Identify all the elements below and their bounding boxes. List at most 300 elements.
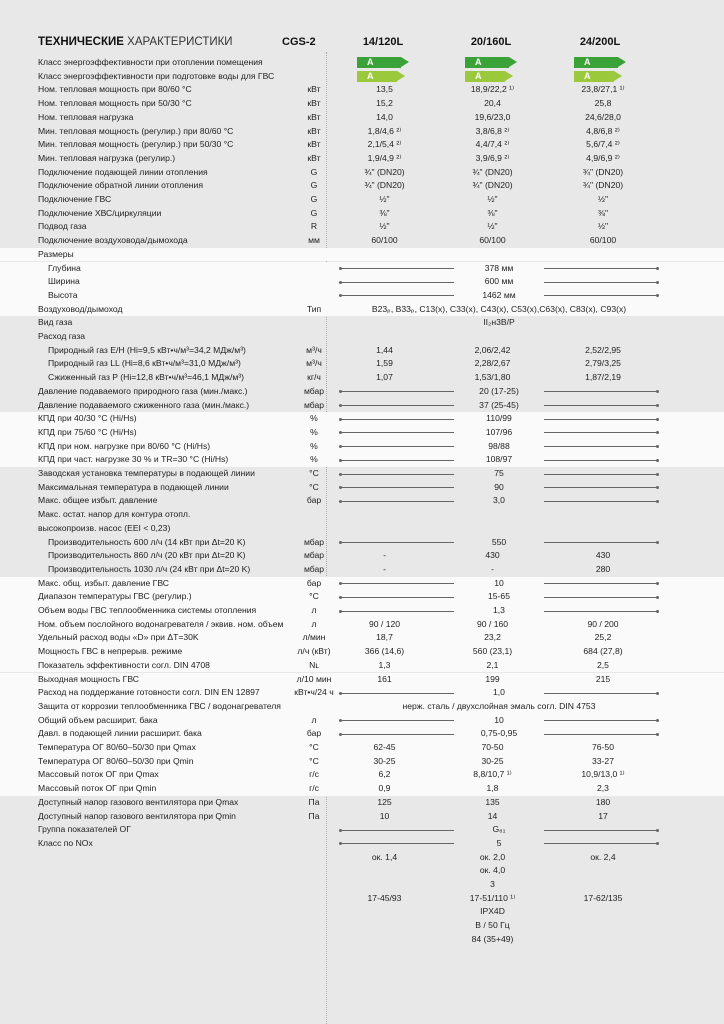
- span-value: 15-65: [488, 591, 510, 602]
- table-row: [0, 864, 724, 878]
- energy-arrow-icon: [509, 57, 517, 67]
- value-cell-3: 4,9/6,9 ²⁾: [586, 152, 620, 163]
- span-value: 3,0: [493, 495, 505, 506]
- value-cell-3: 24,6/28,0: [585, 111, 621, 122]
- row-unit: %: [310, 426, 318, 437]
- row-label: Класс энергоэффективности при подготовке воды для ГВС: [38, 70, 275, 81]
- row-unit: л: [311, 714, 317, 725]
- energy-class-badge: [574, 57, 626, 68]
- spanning-value: [340, 837, 658, 851]
- row-unit: Тип: [306, 303, 322, 314]
- row-unit: Па: [308, 796, 320, 807]
- spanning-value: [340, 275, 658, 289]
- row-label: Заводская установка температуры в подающей линии: [38, 468, 255, 478]
- value-cell-1: 10: [379, 810, 390, 821]
- row-label: Подключение подающей линии отопления: [38, 166, 208, 177]
- value-cell-3: 1,87/2,19: [585, 372, 621, 383]
- row-unit: %: [310, 440, 318, 451]
- row-label: Природный газ E/H (Hi=9,5 кВт•ч/м³=34,2 МДж/м³): [48, 344, 246, 355]
- spanning-value: [340, 453, 658, 467]
- row-label: Массовый поток ОГ при Qmax: [38, 769, 159, 780]
- value-cell-3: 180: [595, 796, 611, 807]
- value-cell-3: 2,5: [597, 659, 609, 670]
- spanning-value: [340, 262, 658, 276]
- table-row: [0, 83, 724, 97]
- value-cell-1: ½": [379, 194, 390, 204]
- row-unit: бар: [306, 728, 322, 739]
- value-cell-1: 161: [377, 673, 392, 684]
- spanning-text: II₂ʜ3B/P: [483, 317, 515, 328]
- row-label: Выходная мощность ГВС: [38, 673, 139, 684]
- row-unit: мбар: [303, 536, 325, 547]
- table-row: [0, 796, 724, 810]
- row-label: Общий объем расширит. бака: [38, 714, 158, 725]
- spec-table: [0, 52, 724, 1024]
- spanning-value: [340, 686, 658, 700]
- row-unit: G: [310, 180, 318, 191]
- table-row: [0, 645, 724, 659]
- value-cell-2: 90 / 160: [476, 618, 509, 629]
- row-unit: г/с: [309, 783, 319, 794]
- table-row: [0, 618, 724, 632]
- value-cell-1: 1,07: [376, 372, 393, 383]
- value-cell-2: 30-25: [481, 755, 504, 766]
- value-cell-2: 84 (35+49): [471, 933, 514, 944]
- energy-class-label: A: [574, 71, 614, 82]
- table-row: [0, 467, 724, 481]
- row-label: КПД при 75/60 °C (Hi/Hs): [38, 426, 137, 437]
- row-label: Макс. общ. избыт. давление ГВС: [38, 577, 169, 588]
- value-cell-3: 90 / 200: [587, 618, 619, 629]
- value-cell-1: ½": [379, 221, 390, 232]
- row-label: Диапазон температуры ГВС (регулир.): [38, 591, 192, 602]
- value-cell-2: -: [491, 563, 494, 574]
- value-cell-3: ½": [597, 221, 609, 232]
- value-cell-3: 2,3: [597, 783, 609, 794]
- table-row: [0, 289, 724, 303]
- span-value: 600 мм: [484, 276, 514, 287]
- row-label: Давление подаваемого природного газа (мин./макс.): [38, 385, 248, 396]
- table-row: [0, 399, 724, 413]
- model-name: CGS-2: [282, 36, 316, 48]
- row-label: КПД при ном. нагрузке при 80/60 °C (Hi/Hs): [38, 440, 211, 451]
- span-value: 1,0: [493, 687, 505, 698]
- table-row: [0, 262, 724, 276]
- span-value: 10: [494, 577, 504, 588]
- table-row: [0, 220, 724, 234]
- table-row: [0, 522, 724, 536]
- span-value: 10: [494, 714, 504, 725]
- value-cell-3: 25,8: [594, 98, 612, 109]
- row-label: Расход на поддержание готовности согл. DIN EN 12897: [38, 687, 260, 698]
- row-unit: кг/ч: [307, 372, 321, 383]
- row-unit: G: [310, 207, 318, 218]
- table-row: [0, 412, 724, 426]
- table-row: [0, 481, 724, 495]
- row-unit: кВт: [307, 98, 321, 109]
- row-label: Подключение воздуховода/дымохода: [38, 235, 188, 246]
- row-label: Подключение ХВС/циркуляции: [38, 207, 162, 218]
- value-cell-3: 2,79/3,25: [585, 358, 621, 369]
- table-row: [0, 577, 724, 591]
- energy-class-label: A: [574, 57, 618, 68]
- value-cell-1: -: [383, 563, 386, 574]
- spanning-value: [340, 823, 658, 837]
- table-row: [0, 248, 724, 262]
- row-label: Подключение обратной линии отопления: [38, 180, 204, 191]
- row-label: Производительность 1030 л/ч (24 кВт при Δt=20 K): [48, 563, 251, 574]
- value-cell-3: 684 (27,8): [583, 646, 623, 657]
- row-label: Подвод газа: [38, 221, 87, 232]
- table-row: [0, 330, 724, 344]
- row-label: Ном. тепловая нагрузка: [38, 111, 134, 122]
- span-value: 110/99: [486, 413, 512, 424]
- table-row: [0, 371, 724, 385]
- row-unit: мбар: [303, 550, 325, 561]
- table-row: [0, 686, 724, 700]
- value-cell-1: 17-45/93: [367, 892, 402, 903]
- row-label: Давление подаваемого сжиженного газа (мин./макс.): [38, 399, 250, 410]
- spanning-value: [340, 536, 658, 550]
- energy-class-label: A: [465, 57, 509, 68]
- table-row: [0, 344, 724, 358]
- row-label: Размеры: [38, 248, 74, 259]
- value-cell-1: 90 / 120: [368, 618, 401, 629]
- row-label: Защита от коррозии теплообменника ГВС / водонагревателя: [38, 700, 281, 711]
- value-cell-2: 2,1: [486, 659, 499, 670]
- row-unit: Nʟ: [309, 659, 319, 670]
- energy-class-badge: [574, 71, 626, 82]
- value-cell-2: ок. 2,0: [479, 851, 506, 862]
- row-label: Высота: [48, 289, 78, 300]
- row-unit: °C: [309, 591, 319, 602]
- value-cell-2: 2,28/2,67: [474, 358, 511, 369]
- value-cell-2: 17-51/110 ¹⁾: [469, 892, 516, 903]
- value-cell-1: 18,7: [376, 632, 393, 643]
- spanning-value: [340, 494, 658, 508]
- row-label: Массовый поток ОГ при Qmin: [38, 783, 157, 794]
- table-row: [0, 768, 724, 782]
- table-row: [0, 70, 724, 84]
- row-label: Класс энергоэффективности при отоплении помещения: [38, 57, 263, 67]
- row-label: Давл. в подающей линии расширит. бака: [38, 728, 202, 739]
- table-row: [0, 590, 724, 604]
- table-row: [0, 494, 724, 508]
- spanning-value: [340, 289, 658, 303]
- spanning-value: [340, 440, 658, 454]
- value-cell-3: 2,52/2,95: [585, 344, 621, 355]
- span-value: 5: [496, 837, 502, 848]
- spanning-value: [340, 412, 658, 426]
- table-row: [0, 426, 724, 440]
- value-cell-2: ⅜": [487, 207, 498, 218]
- value-cell-1: 62-45: [373, 742, 396, 752]
- value-cell-3: ¾" (DN20): [582, 180, 624, 191]
- row-label: Ширина: [48, 276, 80, 287]
- row-label: Воздуховод/дымоход: [38, 303, 123, 314]
- table-row: [0, 275, 724, 289]
- table-row: [0, 919, 724, 933]
- row-unit: Па: [308, 810, 320, 821]
- row-unit: м³/ч: [306, 344, 322, 355]
- table-row: [0, 125, 724, 139]
- value-cell-2: 60/100: [479, 235, 506, 246]
- spanning-text: B23ₚ, B33ₚ, C13(x), C33(x), C43(x), C53(x),C63(x), C83(x), C93(x): [371, 303, 627, 314]
- span-value: 107/96: [485, 426, 513, 437]
- table-row: [0, 700, 724, 714]
- span-value: 378 мм: [484, 262, 514, 273]
- value-cell-2: 20,4: [484, 98, 501, 109]
- energy-class-label: A: [357, 71, 397, 82]
- table-row: [0, 933, 724, 947]
- row-label: Производительность 600 л/ч (14 кВт при Δt=20 K): [48, 536, 246, 547]
- table-row: [0, 631, 724, 645]
- value-cell-2: 560 (23,1): [472, 646, 513, 657]
- table-row: [0, 878, 724, 892]
- table-row: [0, 166, 724, 180]
- value-cell-1: 366 (14,6): [364, 646, 405, 657]
- value-cell-2: 2,06/2,42: [474, 344, 511, 355]
- value-cell-3: ок. 2,4: [590, 851, 616, 862]
- table-row: [0, 892, 724, 906]
- table-row: [0, 549, 724, 563]
- column-header-3: 24/200L: [579, 36, 621, 48]
- value-cell-1: 1,8/4,6 ²⁾: [367, 125, 402, 136]
- table-row: [0, 97, 724, 111]
- spanning-value: [340, 714, 658, 728]
- value-cell-3: 76-50: [592, 742, 614, 752]
- table-row: [0, 837, 724, 851]
- row-unit: кВт: [307, 84, 321, 95]
- table-row: [0, 604, 724, 618]
- row-unit: кВт•ч/24 ч: [294, 687, 334, 698]
- row-label: Мин. тепловая мощность (регулир.) при 80/60 °C: [38, 125, 234, 136]
- row-label: высокопроизв. насос (EEI < 0,23): [38, 522, 171, 533]
- value-cell-3: 280: [595, 563, 611, 574]
- row-unit: кВт: [307, 152, 321, 163]
- row-label: Показатель эффективности согл. DIN 4708: [38, 659, 210, 670]
- value-cell-2: ½": [487, 194, 498, 204]
- row-label: Расход газа: [38, 331, 86, 341]
- row-unit: %: [310, 454, 318, 465]
- energy-arrow-icon: [614, 71, 622, 81]
- row-label: Доступный напор газового вентилятора при Qmax: [38, 796, 239, 807]
- row-unit: °C: [309, 742, 319, 752]
- row-label: Объем воды ГВС теплообменника системы отопления: [38, 605, 257, 615]
- energy-class-badge: [357, 71, 409, 82]
- row-label: Производительность 860 л/ч (20 кВт при Δt=20 K): [48, 550, 246, 561]
- table-header: [0, 32, 724, 52]
- value-cell-2: 19,6/23,0: [474, 111, 511, 122]
- value-cell-1: 15,2: [376, 98, 393, 109]
- table-row: [0, 56, 724, 70]
- column-header-2: 20/160L: [470, 36, 512, 48]
- table-row: [0, 810, 724, 824]
- span-value: G₆₁: [492, 824, 506, 835]
- table-row: [0, 905, 724, 919]
- value-cell-1: 14,0: [376, 111, 393, 122]
- value-cell-1: 125: [377, 796, 392, 807]
- row-label: КПД при 40/30 °C (Hi/Hs): [38, 413, 137, 424]
- value-cell-3: 25,2: [594, 632, 612, 643]
- value-cell-1: 0,9: [378, 783, 391, 794]
- table-row: [0, 111, 724, 125]
- table-row: [0, 385, 724, 399]
- value-cell-2: 1,53/1,80: [474, 372, 511, 383]
- row-unit: л: [311, 605, 317, 615]
- value-cell-3: ¾" (DN20): [582, 166, 624, 177]
- table-row: [0, 563, 724, 577]
- value-cell-2: 8,8/10,7 ¹⁾: [473, 769, 512, 780]
- value-cell-1: 1,9/4,9 ²⁾: [367, 152, 402, 163]
- table-row: [0, 179, 724, 193]
- row-label: Макс. остат. напор для контура отопл.: [38, 509, 191, 520]
- table-row: [0, 440, 724, 454]
- value-cell-2: 3,8/6,8 ²⁾: [475, 125, 510, 136]
- row-label: Ном. тепловая мощность при 50/30 °C: [38, 98, 192, 109]
- value-cell-1: -: [383, 550, 386, 561]
- value-cell-2: В / 50 Гц: [475, 920, 510, 931]
- value-cell-3: ⅜": [597, 207, 609, 218]
- table-row: [0, 357, 724, 371]
- energy-arrow-icon: [401, 57, 409, 67]
- value-cell-3: 215: [595, 673, 611, 684]
- table-row: [0, 303, 724, 317]
- row-unit: м³/ч: [306, 358, 322, 369]
- value-cell-1: 6,2: [378, 769, 391, 780]
- row-label: Подключение ГВС: [38, 194, 112, 204]
- energy-arrow-icon: [618, 57, 626, 67]
- span-value: 1462 мм: [482, 289, 516, 300]
- row-label: КПД при част. нагрузке 30 % и TR=30 °C (Hi/Hs): [38, 454, 229, 465]
- value-cell-2: 430: [485, 550, 500, 561]
- value-cell-3: 4,8/6,8 ²⁾: [586, 125, 620, 136]
- row-unit: л/10 мин: [296, 673, 332, 684]
- table-row: [0, 207, 724, 221]
- row-label: Природный газ LL (Hi=8,6 кВт•ч/м³=31,0 МДж/м³): [48, 358, 241, 369]
- value-cell-2: ½": [487, 221, 498, 232]
- row-unit: кВт: [307, 111, 321, 122]
- span-value: 108/97: [485, 454, 513, 465]
- table-row: [0, 316, 724, 330]
- spanning-value: [340, 467, 658, 481]
- spanning-text: нерж. сталь / двухслойная эмаль согл. DIN 4753: [402, 700, 596, 711]
- spanning-value: [340, 727, 658, 741]
- value-cell-1: ¾" (DN20): [364, 180, 405, 191]
- table-row: [0, 453, 724, 467]
- span-value: 20 (17-25): [479, 385, 519, 396]
- row-label: Температура ОГ 80/60–50/30 при Qmin: [38, 755, 194, 766]
- value-cell-2: 199: [485, 673, 500, 684]
- row-unit: кВт: [307, 125, 321, 136]
- row-unit: л/ч (кВт): [297, 646, 331, 657]
- row-label: Ном. объем послойного водонагревателя / эквив. ном. объем: [38, 618, 284, 629]
- row-unit: г/с: [309, 769, 319, 780]
- row-label: Макс. общее избыт. давление: [38, 495, 158, 506]
- spanning-value: [340, 481, 658, 495]
- row-label: Класс по NOx: [38, 837, 93, 848]
- energy-arrow-icon: [397, 71, 405, 81]
- table-row: [0, 823, 724, 837]
- value-cell-1: 13,5: [376, 84, 393, 95]
- table-row: [0, 508, 724, 522]
- spanning-value: [340, 577, 658, 591]
- energy-class-label: A: [465, 71, 505, 82]
- value-cell-1: 1,44: [376, 344, 393, 355]
- value-cell-3: ½": [597, 194, 609, 204]
- row-label: Мин. тепловая мощность (регулир.) при 50/30 °C: [38, 139, 234, 150]
- spanning-value: [340, 399, 658, 413]
- row-unit: мбар: [303, 563, 325, 574]
- span-value: 90: [494, 481, 504, 492]
- span-value: 75: [494, 468, 504, 478]
- row-label: Группа показателей ОГ: [38, 824, 131, 835]
- value-cell-2: 14: [487, 810, 498, 821]
- table-row: [0, 741, 724, 755]
- table-row: [0, 755, 724, 769]
- table-row: [0, 536, 724, 550]
- row-unit: л: [311, 618, 317, 629]
- row-unit: мм: [308, 235, 320, 246]
- value-cell-2: ¾" (DN20): [472, 166, 513, 177]
- value-cell-2: 18,9/22,2 ¹⁾: [470, 84, 515, 95]
- row-label: Мин. тепловая нагрузка (регулир.): [38, 152, 176, 163]
- row-unit: °C: [309, 468, 319, 478]
- spanning-value: [340, 426, 658, 440]
- value-cell-3: 5,6/7,4 ²⁾: [586, 139, 620, 150]
- value-cell-2: 3,9/6,9 ²⁾: [475, 152, 510, 163]
- row-label: Ном. тепловая мощность при 80/60 °C: [38, 84, 192, 95]
- value-cell-2: 3: [490, 879, 495, 889]
- table-row: [0, 782, 724, 796]
- span-value: 37 (25-45): [479, 399, 519, 410]
- value-cell-1: 60/100: [371, 235, 398, 246]
- span-value: 550: [491, 536, 507, 547]
- column-header-1: 14/120L: [362, 36, 404, 48]
- row-unit: °C: [309, 481, 319, 492]
- span-value: 0,75-0,95: [480, 728, 518, 739]
- value-cell-1: 1,3: [378, 659, 391, 670]
- value-cell-1: ¾" (DN20): [364, 166, 405, 177]
- spanning-value: [340, 604, 658, 618]
- table-row: [0, 193, 724, 207]
- value-cell-3: 23,8/27,1 ¹⁾: [581, 84, 625, 95]
- row-unit: бар: [306, 495, 322, 506]
- spanning-value: [340, 590, 658, 604]
- row-unit: мбар: [303, 399, 325, 410]
- table-row: [0, 673, 724, 687]
- value-cell-3: 10,9/13,0 ¹⁾: [581, 769, 625, 780]
- row-unit: мбар: [303, 385, 325, 396]
- energy-class-label: A: [357, 57, 401, 68]
- value-cell-1: ок. 1,4: [371, 851, 398, 862]
- value-cell-2: 70-50: [481, 742, 504, 752]
- value-cell-1: 30-25: [373, 755, 396, 766]
- row-unit: кВт: [307, 139, 321, 150]
- page-title: ТЕХНИЧЕСКИЕ ХАРАКТЕРИСТИКИ: [38, 36, 233, 48]
- value-cell-1: ⅜": [379, 207, 390, 218]
- energy-class-badge: [465, 57, 517, 68]
- table-row: [0, 659, 724, 673]
- spanning-value: [340, 385, 658, 399]
- row-label: Сжиженный газ P (Hi=12,8 кВт•ч/м³=46,1 МДж/м³): [48, 372, 245, 383]
- value-cell-3: 430: [595, 550, 611, 561]
- row-unit: R: [310, 221, 318, 232]
- value-cell-1: 1,59: [376, 358, 393, 369]
- row-unit: °C: [309, 755, 319, 766]
- row-unit: G: [310, 166, 318, 177]
- table-row: [0, 138, 724, 152]
